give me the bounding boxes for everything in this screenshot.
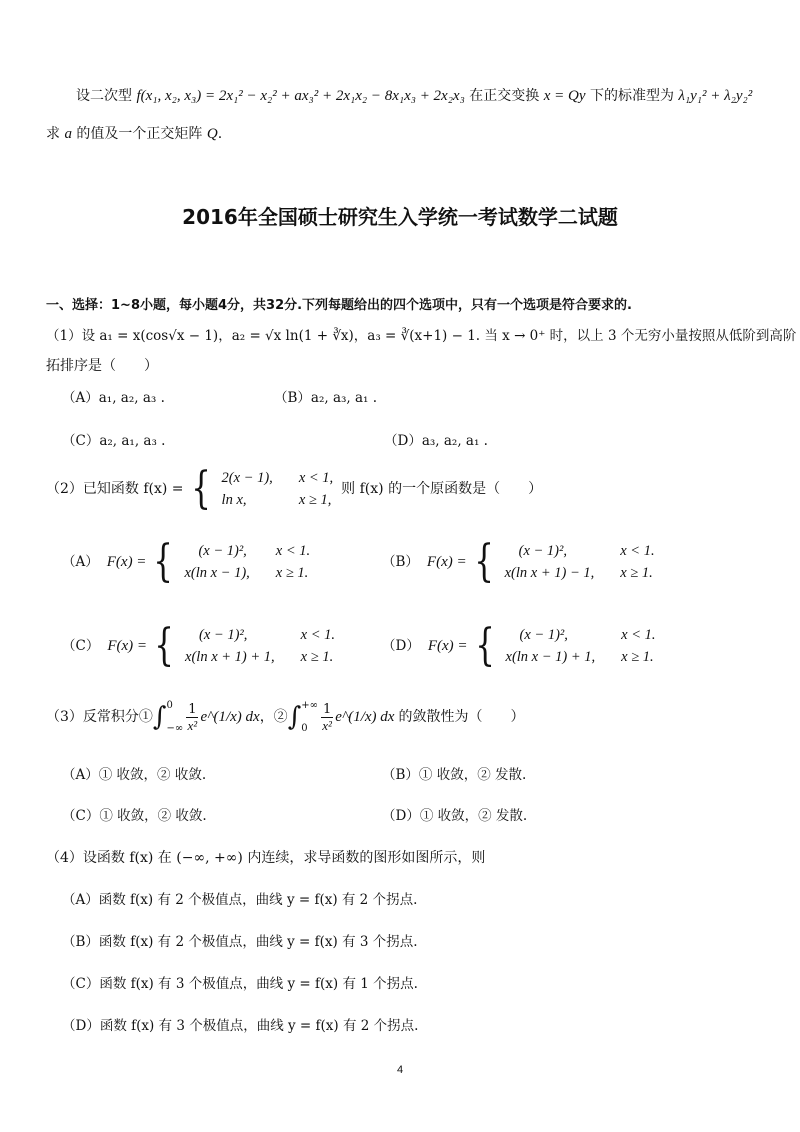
option-piecewise [181, 624, 339, 668]
quadratic-form-formula: f(x₁, x₂, x₃) = 2x₁² − x₂² + ax₃² + 2x₁x₂ − 8x₁x₃ + 2x₂x₃ [136, 88, 465, 104]
q4-option-c: （C）函数 f(x) 有 3 个极值点，曲线 y = f(x) 有 1 个拐点. [62, 976, 418, 992]
option-lhs: F(x) = [427, 638, 468, 654]
integrand: e^(1/x) dx [200, 709, 260, 725]
q4-option-b: （B）函数 f(x) 有 2 个极值点，曲线 y = f(x) 有 3 个拐点. [62, 934, 418, 950]
q1-stem-line-2: 拓排序是（ ） [46, 358, 158, 374]
upper-limit: 0 [166, 700, 173, 711]
denominator: x² [187, 717, 198, 733]
intro-line-2 [46, 124, 222, 144]
q1-option-b: （B）a₂, a₃, a₁ . [274, 390, 378, 406]
q3-suffix: 的敛散性为（ ） [398, 709, 525, 725]
q3-prefix: （3）反常积分① [46, 709, 153, 725]
option-lhs: F(x) = [426, 554, 467, 570]
option-label: （B） [382, 554, 419, 570]
numerator: 1 [188, 701, 197, 717]
integral-limits [166, 700, 183, 734]
left-brace: { [190, 463, 211, 514]
page-number: 4 [396, 1064, 404, 1076]
option-piecewise [501, 540, 659, 584]
integral-sign: ∫ [287, 702, 302, 732]
case-expr: x(ln x − 1), [184, 565, 250, 581]
case-cond: x < 1. [620, 543, 655, 559]
intro-text: . [217, 126, 223, 142]
left-brace: { [153, 536, 174, 587]
fraction [321, 702, 333, 733]
case-cond: x ≥ 1. [620, 565, 653, 581]
case-cond: x ≥ 1, [298, 492, 332, 508]
q1-stem-line-1: （1）设 a₁ = x(cos√x − 1)，a₂ = √x ln(1 + ∛x)，a₃ = ∛(x+1) − 1. 当 x → 0⁺ 时，以上 3 个无穷小量按照从低阶到高阶 [46, 328, 797, 344]
q3-option-b: （B）① 收敛，② 发散. [382, 767, 527, 783]
case-expr: (x − 1)², [519, 627, 568, 643]
option-lhs: F(x) = [107, 638, 148, 654]
option-piecewise [180, 540, 314, 584]
option-label: （A） [62, 554, 99, 570]
case-expr: ln x, [221, 492, 247, 508]
integrand: e^(1/x) dx [335, 709, 395, 725]
left-brace: { [473, 536, 494, 587]
case-expr: x(ln x + 1) + 1, [185, 649, 275, 665]
option-label: （C） [62, 638, 100, 654]
numerator: 1 [322, 701, 332, 717]
case-cond: x < 1. [275, 543, 311, 559]
intro-text: 设二次型 [76, 88, 132, 104]
q2-piecewise [218, 467, 338, 511]
q3-option-c: （C）① 收敛，② 收敛. [62, 808, 207, 824]
intro-text: 下的标准型为 [589, 88, 674, 104]
lower-limit: −∞ [166, 723, 184, 734]
lower-limit: 0 [301, 723, 308, 734]
case-cond: x ≥ 1. [300, 649, 334, 665]
case-expr: (x − 1)², [518, 543, 567, 559]
q1-option-c: （C）a₂, a₁, a₃ . [62, 433, 166, 449]
fraction [186, 702, 198, 733]
intro-text: 求 [46, 126, 60, 142]
q2-stem [46, 463, 543, 514]
transform-formula: x = Qy [543, 88, 586, 104]
q1-option-a: （A）a₁, a₂, a₃ . [62, 390, 165, 406]
case-cond: x < 1. [300, 627, 336, 643]
variable-a: a [64, 126, 72, 142]
q4-stem: （4）设函数 f(x) 在 (−∞, +∞) 内连续，求导函数的图形如图所示，则 [46, 850, 486, 866]
standard-form-formula: λ₁y₁² + λ₂y₂² [678, 88, 753, 104]
exam-title: 2016年全国硕士研究生入学统一考试数学二试题 [182, 205, 618, 229]
q2-option-c [62, 620, 339, 671]
q4-option-a: （A）函数 f(x) 有 2 个极值点，曲线 y = f(x) 有 2 个拐点. [62, 892, 418, 908]
case-expr: x(ln x + 1) − 1, [504, 565, 595, 581]
q4-option-d: （D）函数 f(x) 有 3 个极值点，曲线 y = f(x) 有 2 个拐点. [62, 1018, 419, 1034]
q2-option-b [382, 536, 659, 587]
q3-stem [46, 700, 524, 734]
option-lhs: F(x) = [106, 554, 147, 570]
case-cond: x < 1, [298, 470, 334, 486]
intro-text: 在正交变换 [469, 88, 540, 104]
denominator: x² [322, 717, 332, 733]
q2-prefix: （2）已知函数 f(x) = [46, 481, 184, 497]
intro-line-1 [76, 86, 752, 106]
q2-suffix: 则 f(x) 的一个原函数是（ ） [341, 481, 543, 497]
q2-option-d [382, 620, 660, 671]
q2-option-a [62, 536, 314, 587]
case-expr: (x − 1)², [198, 543, 247, 559]
case-cond: x ≥ 1. [275, 565, 309, 581]
upper-limit: +∞ [301, 700, 318, 711]
section-heading: 一、选择：1~8小题，每小题4分，共32分.下列每题给出的四个选项中，只有一个选项是符合要求的. [46, 298, 632, 313]
q3-option-a: （A）① 收敛，② 收敛. [62, 767, 207, 783]
case-expr: (x − 1)², [199, 627, 248, 643]
q3-option-d: （D）① 收敛，② 发散. [382, 808, 528, 824]
matrix-q: Q [206, 126, 218, 142]
left-brace: { [474, 620, 495, 671]
integral-sign: ∫ [152, 702, 167, 732]
case-expr: x(ln x − 1) + 1, [505, 649, 596, 665]
case-cond: x ≥ 1. [621, 649, 654, 665]
q1-option-d: （D）a₃, a₂, a₁ . [384, 433, 488, 449]
option-piecewise [502, 624, 660, 668]
integral-limits [301, 700, 318, 734]
case-cond: x < 1. [621, 627, 656, 643]
q3-separator: ，② [259, 709, 288, 725]
left-brace: { [154, 620, 174, 671]
intro-text: 的值及一个正交矩阵 [76, 126, 203, 142]
case-expr: 2(x − 1), [221, 470, 273, 486]
option-label: （D） [382, 638, 420, 654]
